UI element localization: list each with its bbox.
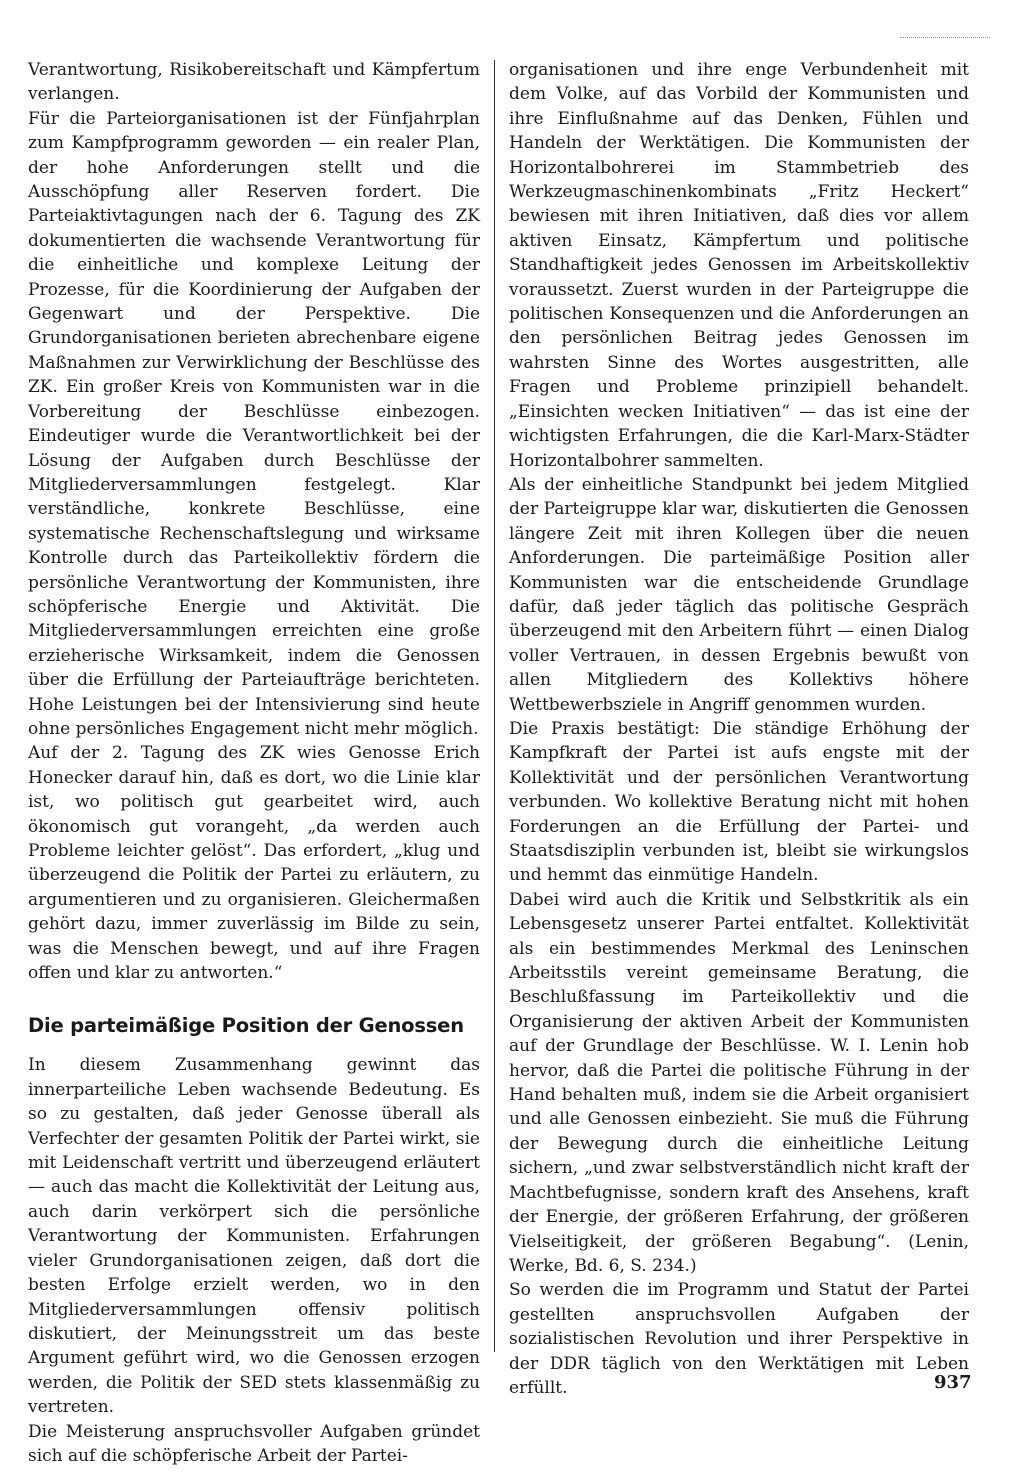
paragraph: Verantwortung, Risikobereitschaft und Kämpfertum verlangen. xyxy=(28,60,480,105)
paragraph: So werden die im Programm und Statut der Partei gestellten anspruchsvollen Aufgaben der sozialistischen Revolution und ihrer Perspektive in der DDR täglich von den Werktätigen mit Leben erfüllt. xyxy=(509,1280,969,1398)
paragraph: Als der einheitliche Standpunkt bei jedem Mitglied der Parteigruppe klar war, diskutierten die Genossen längere Zeit mit ihren Kollegen über die neuen Anforderungen. Die parteimäßige Position aller Kommunisten war die entscheidende Grundlage dafür, daß jeder täglich das politische Gespräch überzeugend mit den Arbeitern führt — einen Dialog voller Vertrauen, in dessen Ergebnis bewußt von allen Mitgliedern des Kollektivs höhere Wettbewerbsziele in Angriff genommen wurden. xyxy=(509,474,969,715)
paragraph: Die Meisterung anspruchsvoller Aufgaben gründet sich auf die schöpferische Arbeit der Partei- xyxy=(28,1421,480,1466)
paragraph: organisationen und ihre enge Verbundenheit mit dem Volke, auf das Vorbild der Kommunisten und ihre Einflußnahme auf das Denken, Fühlen und Handeln der Werktätigen. Die Kommunisten der Horizontalbohrerei im Stammbetrieb des Werkzeugmaschinenkombinats „Fritz Heckert“ bewiesen mit ihren Initiativen, daß dies vor allem aktiven Einsatz, Kämpfertum und politische Standhaftigkeit jedes Genossen im Arbeitskollektiv voraussetzt. Zuerst wurden in der Parteigruppe die politischen Konsequenzen und die Anforderungen an den persönlichen Beitrag jedes Genossen im wahrsten Sinne des Wortes ausgestritten, alle Fragen und Probleme prinzipiell behandelt. „Einsichten wecken Initiativen“ — das ist eine der wichtigsten Erfahrungen, die die Karl-Marx-Städter Horizontalbohrer sammelten. xyxy=(509,60,969,471)
paragraph: Die Praxis bestätigt: Die ständige Erhöhung der Kampfkraft der Partei ist aufs engste mit der Kollektivität und der persönlichen Verantwortung verbunden. Wo kollektive Beratung nicht mit hohen Forderungen an die Erfüllung der Partei- und Staatsdisziplin verbunden ist, bleibt sie wirkungslos und hemmt das einmütige Handeln. xyxy=(509,718,969,886)
paragraph: In diesem Zusammenhang gewinnt das innerparteiliche Leben wachsende Bedeutung. Es so zu gestalten, daß jeder Genosse überall als Verfechter der gesamten Politik der Partei wirkt, sie mit Leidenschaft vertritt und überzeugend erläutert — auch das macht die Kollektivität der Leitung aus, auch darin verkörpert sich die persönliche Verantwortung der Kommunisten. Erfahrungen vieler Grundorganisationen zeigen, daß dort die besten Erfolge erzielt werden, wo in den Mitgliederversammlungen offensiv politisch diskutiert, der Meinungsstreit um das beste Argument geführt wird, wo die Genossen erzogen werden, die Politik der SED stets klassenmäßig zu vertreten. xyxy=(28,1055,480,1418)
paragraph: Auf der 2. Tagung des ZK wies Genosse Erich Honecker darauf hin, daß es dort, wo die Linie klar ist, wo politisch gut gearbeitet wird, auch ökonomisch gut vorangeht, „da werden auch Probleme leichter gelöst“. Das erfordert, „klug und überzeugend die Politik der Partei zu erläutern, zu argumentieren und zu organisieren. Gleichermaßen gehört dazu, immer zuverlässig im Bilde zu sein, was die Menschen bewegt, und auf ihre Fragen offen und klar zu antworten.“ xyxy=(28,743,480,984)
left-column xyxy=(28,58,480,1468)
paragraph: Für die Parteiorganisationen ist der Fünfjahrplan zum Kampfprogramm geworden — ein realer Plan, der hohe Anforderungen stellt und die Ausschöpfung aller Reserven fordert. Die Parteiaktivtagungen nach der 6. Tagung des ZK dokumentierten die wachsende Verantwortung für die einheitliche und komplexe Leitung der Prozesse, für die Koordinierung der Aufgaben der Gegenwart und der Perspektive. Die Grundorganisationen berieten abrechenbare eigene Maßnahmen zur Verwirklichung der Beschlüsse des ZK. Ein großer Kreis von Kommunisten war in die Vorbereitung der Beschlüsse einbezogen. Eindeutiger wurde die Verantwortlichkeit bei der Lösung der Aufgaben durch Beschlüsse der Mitgliederversammlungen festgelegt. Klar verständliche, konkrete Beschlüsse, eine systematische Rechenschaftslegung und wirksame Kontrolle durch das Parteikollektiv fördern die persönliche Verantwortung der Kommunisten, ihre schöpferische Energie und Aktivität. Die Mitgliederversammlungen erreichten eine große erzieherische Wirksamkeit, indem die Genossen über die Erfüllung der Parteiaufträge berichteten. Hohe Leistungen bei der Intensivierung sind heute ohne persönliches Engagement nicht mehr möglich. xyxy=(28,108,480,739)
scan-mark xyxy=(900,37,990,38)
page-number: 937 xyxy=(934,1372,972,1393)
section-heading: Die parteimäßige Position der Genossen xyxy=(28,1014,464,1038)
right-column xyxy=(509,58,969,1400)
paragraph: Dabei wird auch die Kritik und Selbstkritik als ein Lebensgesetz unserer Partei entfaltet. Kollektivität als ein bestimmendes Merkmal des Leninschen Arbeitsstils vereint gemeinsame Beratung, die Beschlußfassung im Parteikollektiv und die Organisierung der aktiven Arbeit der Kommunisten auf der Grundlage der Beschlüsse. W. I. Lenin hob hervor, daß die Partei die politische Führung in der Hand behalten muß, indem sie die Arbeit organisiert und alle Genossen einbezieht. Sie muß die Führung der Bewegung durch die einheitliche Leitung sichern, „und zwar selbstverständlich nicht kraft der Machtbefugnisse, sondern kraft des Ansehens, kraft der Energie, der größeren Erfahrung, der größeren Vielseitigkeit, der größeren Begabung“. (Lenin, Werke, Bd. 6, S. 234.) xyxy=(509,889,969,1276)
column-divider xyxy=(494,60,495,1352)
